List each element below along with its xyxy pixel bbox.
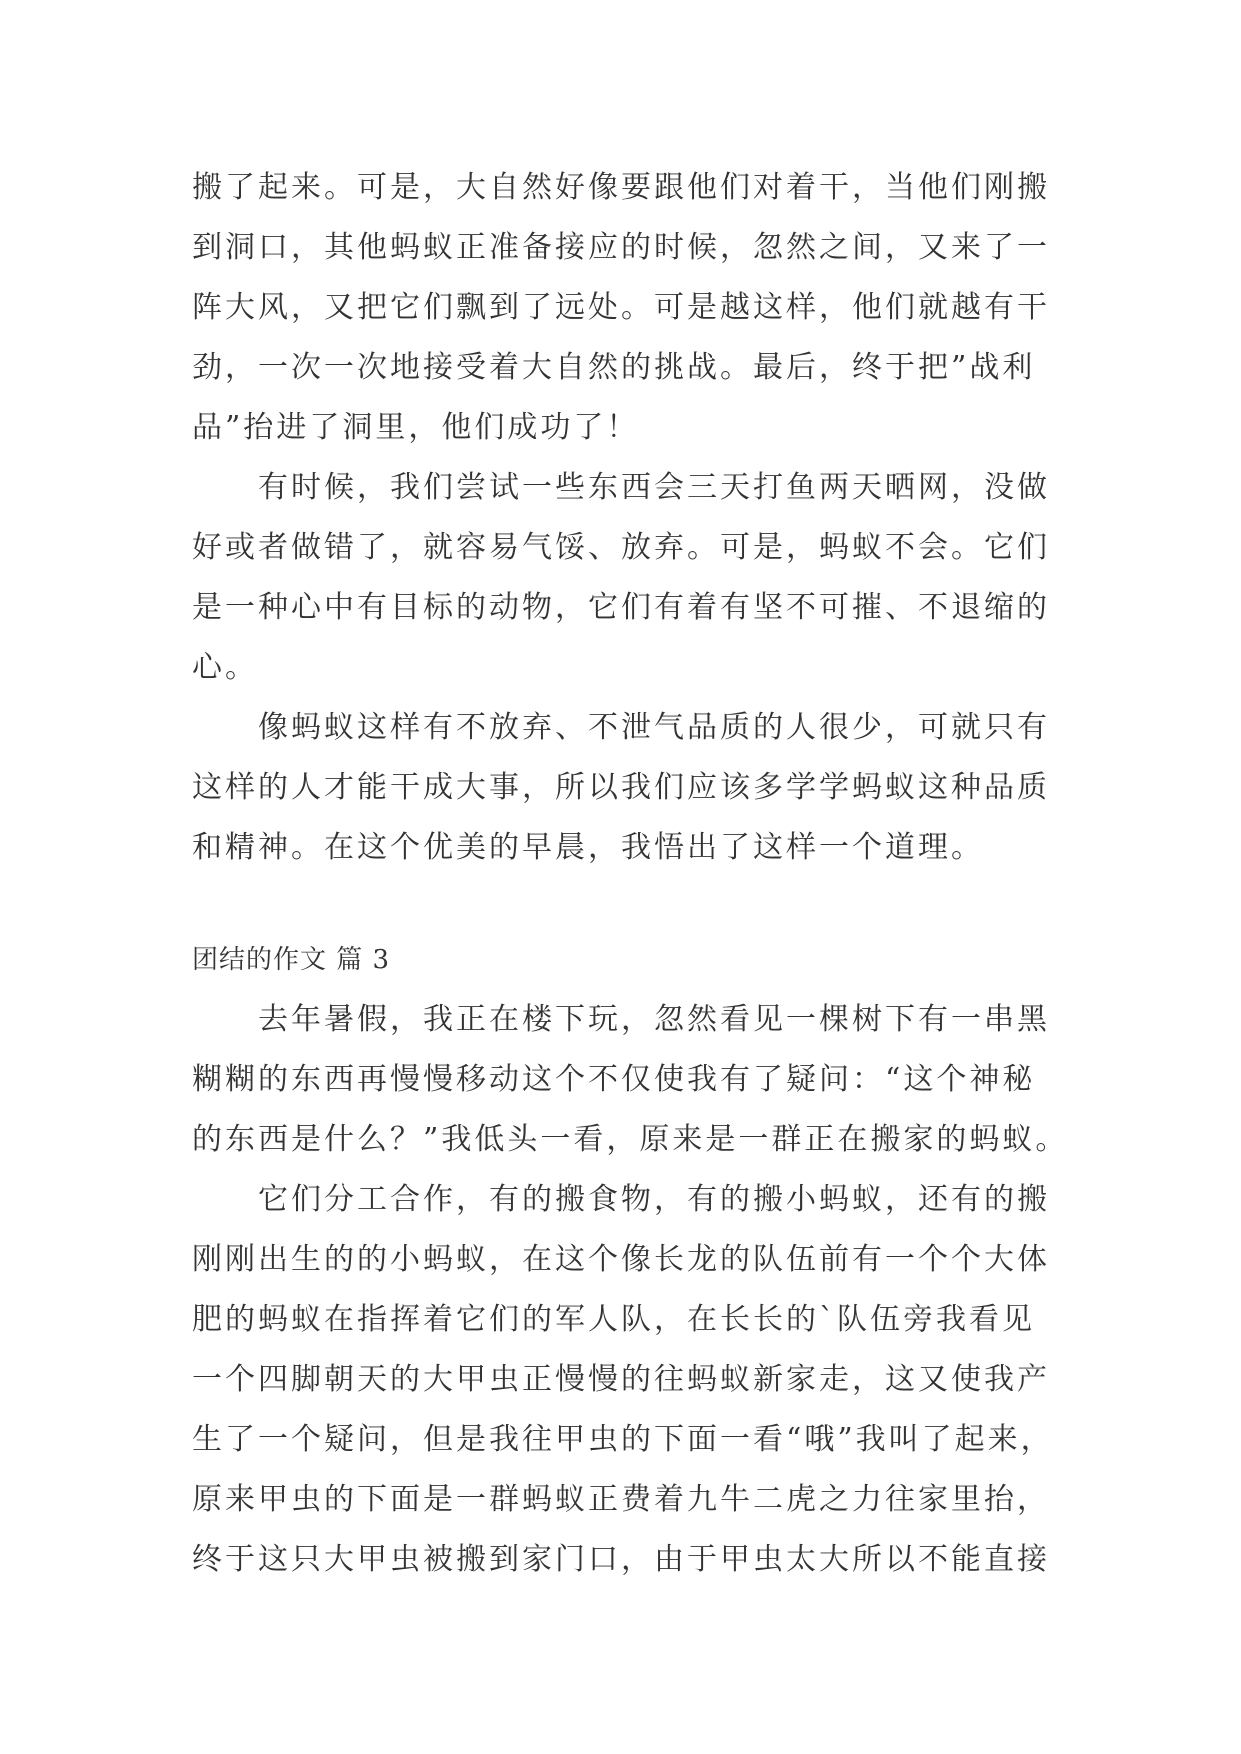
text-line: 和精神。在这个优美的早晨，我悟出了这样一个道理。 bbox=[192, 830, 984, 865]
text-line: 这样的人才能干成大事，所以我们应该多学学蚂蚁这种品质 bbox=[192, 770, 1050, 805]
text-line: 糊糊的东西再慢慢移动这个不仅使我有了疑问：“这个神秘 bbox=[192, 1062, 1036, 1097]
text-line: 的东西是什么？”我低头一看，原来是一群正在搬家的蚂蚁。 bbox=[192, 1122, 1069, 1157]
text-line: 好或者做错了，就容易气馁、放弃。可是，蚂蚁不会。它们 bbox=[192, 530, 1050, 565]
text-line: 是一种心中有目标的动物，它们有着有坚不可摧、不退缩的 bbox=[192, 590, 1050, 625]
text-line: 到洞口，其他蚂蚁正准备接应的时候，忽然之间，又来了一 bbox=[192, 230, 1050, 265]
text-line: 阵大风，又把它们飘到了远处。可是越这样，他们就越有干 bbox=[192, 290, 1050, 325]
text-line: 品”抬进了洞里，他们成功了！ bbox=[192, 410, 640, 445]
text-line: 劲，一次一次地接受着大自然的挑战。最后，终于把”战利 bbox=[192, 350, 1036, 385]
text-line: 终于这只大甲虫被搬到家门口，由于甲虫太大所以不能直接 bbox=[192, 1542, 1050, 1577]
text-line: 有时候，我们尝试一些东西会三天打鱼两天晒网，没做 bbox=[192, 470, 1050, 505]
text-line: 生了一个疑问，但是我往甲虫的下面一看“哦”我叫了起来， bbox=[192, 1422, 1054, 1457]
text-line: 原来甲虫的下面是一群蚂蚁正费着九牛二虎之力往家里抬， bbox=[192, 1482, 1050, 1517]
paragraph bbox=[192, 990, 1069, 1170]
text-line: 一个四脚朝天的大甲虫正慢慢的往蚂蚁新家走，这又使我产 bbox=[192, 1362, 1050, 1397]
paragraph bbox=[192, 1170, 1060, 1590]
paragraph bbox=[192, 698, 1060, 878]
paragraph bbox=[192, 458, 1060, 698]
document-page bbox=[192, 158, 1069, 1590]
text-line: 像蚂蚁这样有不放弃、不泄气品质的人很少，可就只有 bbox=[192, 710, 1050, 745]
text-line: 搬了起来。可是，大自然好像要跟他们对着干，当他们刚搬 bbox=[192, 170, 1050, 205]
text-line: 去年暑假，我正在楼下玩，忽然看见一棵树下有一串黑 bbox=[192, 1002, 1050, 1037]
text-line: 心。 bbox=[192, 650, 258, 685]
text-line: 肥的蚂蚁在指挥着它们的军人队，在长长的`队伍旁我看见 bbox=[192, 1302, 1035, 1337]
text-line: 它们分工合作，有的搬食物，有的搬小蚂蚁，还有的搬 bbox=[192, 1182, 1050, 1217]
section-heading: 团结的作文 篇 3 bbox=[192, 945, 391, 975]
text-line: 刚刚出生的的小蚂蚁，在这个像长龙的队伍前有一个个大体 bbox=[192, 1242, 1050, 1277]
paragraph-continued bbox=[192, 158, 1060, 458]
